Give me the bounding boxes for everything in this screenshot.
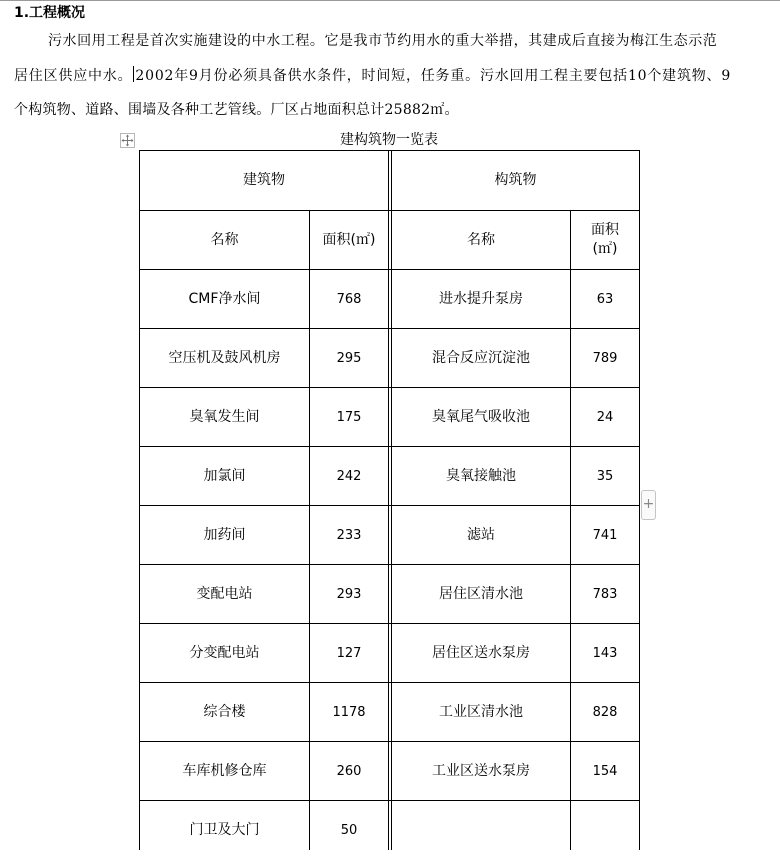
- building-area-cell[interactable]: 175: [336, 409, 362, 425]
- col-header-name[interactable]: 名称: [210, 231, 239, 248]
- structure-area-cell[interactable]: 741: [592, 527, 618, 543]
- paragraph-line-2-rest: 2002年9月份必须具备供水条件，时间短，任务重。污水回用工程主要包括10个建筑物、9: [135, 68, 732, 84]
- paragraph-line-1: 污水回用工程是首次实施建设的中水工程。它是我市节约用水的重大举措，其建成后直接为梅江生态示范: [48, 33, 718, 49]
- paragraph-line-2-prefix: 居住区供应中水。: [14, 68, 133, 84]
- structure-name-cell[interactable]: 进水提升泵房: [439, 290, 523, 307]
- structure-area-cell[interactable]: 143: [592, 645, 618, 661]
- building-name-cell[interactable]: 变配电站: [196, 585, 253, 602]
- table-v-rule: [639, 150, 640, 850]
- building-name-cell[interactable]: 综合楼: [203, 703, 246, 720]
- building-name-cell[interactable]: CMF净水间: [188, 290, 261, 307]
- building-area-cell[interactable]: 293: [336, 586, 362, 602]
- building-name-cell[interactable]: 加氯间: [203, 467, 246, 484]
- table-v-rule: [388, 150, 389, 850]
- building-area-cell[interactable]: 295: [336, 350, 362, 366]
- table-move-handle[interactable]: [120, 133, 135, 148]
- col-header-area[interactable]: 面积(㎡): [322, 231, 376, 248]
- paragraph-line-2: [14, 66, 731, 86]
- structure-name-cell[interactable]: 臭氧接触池: [446, 467, 516, 484]
- building-area-cell[interactable]: 768: [336, 291, 362, 307]
- structure-area-cell[interactable]: 828: [592, 704, 618, 720]
- building-name-cell[interactable]: 加药间: [203, 526, 246, 543]
- building-area-cell[interactable]: 50: [340, 822, 358, 838]
- structure-area-cell[interactable]: [571, 801, 639, 859]
- add-row-button[interactable]: +: [641, 490, 656, 520]
- building-name-cell[interactable]: 车库机修仓库: [182, 762, 267, 779]
- building-name-cell[interactable]: 空压机及鼓风机房: [168, 349, 281, 366]
- building-name-cell[interactable]: 分变配电站: [189, 644, 260, 661]
- structures-table: [139, 150, 640, 850]
- structure-area-cell[interactable]: 154: [592, 763, 618, 779]
- building-name-cell[interactable]: 门卫及大门: [189, 821, 260, 838]
- building-area-cell[interactable]: 233: [336, 527, 362, 543]
- building-area-cell[interactable]: 1178: [332, 704, 366, 720]
- structure-area-cell[interactable]: 789: [592, 350, 618, 366]
- structure-name-cell[interactable]: 滤站: [467, 526, 495, 543]
- building-name-cell[interactable]: 臭氧发生间: [189, 408, 260, 425]
- structure-name-cell[interactable]: 臭氧尾气吸收池: [432, 408, 530, 425]
- structure-name-cell[interactable]: 工业区清水池: [439, 703, 523, 720]
- structure-name-cell[interactable]: [392, 801, 570, 859]
- group-header-structures[interactable]: 构筑物: [494, 172, 537, 188]
- col-header-area[interactable]: 面积(㎡): [591, 222, 619, 257]
- structure-area-cell[interactable]: 63: [596, 291, 614, 307]
- section-heading: 1.工程概况: [14, 5, 86, 21]
- structure-name-cell[interactable]: 居住区清水池: [439, 585, 523, 602]
- col-header-name[interactable]: 名称: [467, 231, 495, 248]
- structure-area-cell[interactable]: 35: [596, 468, 614, 484]
- structure-name-cell[interactable]: 混合反应沉淀池: [432, 349, 530, 366]
- paragraph-line-3: 个构筑物、道路、围墙及各种工艺管线。厂区占地面积总计25882㎡。: [14, 102, 459, 118]
- move-cross-icon: [121, 134, 134, 147]
- building-area-cell[interactable]: 260: [336, 763, 362, 779]
- structure-area-cell[interactable]: 783: [592, 586, 618, 602]
- group-header-buildings[interactable]: 建筑物: [243, 172, 285, 188]
- structure-area-cell[interactable]: 24: [596, 409, 614, 425]
- building-area-cell[interactable]: 127: [336, 645, 362, 661]
- structure-name-cell[interactable]: 工业区送水泵房: [432, 762, 530, 779]
- building-area-cell[interactable]: 242: [336, 468, 362, 484]
- table-caption: 建构筑物一览表: [340, 132, 438, 148]
- structure-name-cell[interactable]: 居住区送水泵房: [432, 644, 530, 661]
- page-top-rule: [0, 0, 780, 1]
